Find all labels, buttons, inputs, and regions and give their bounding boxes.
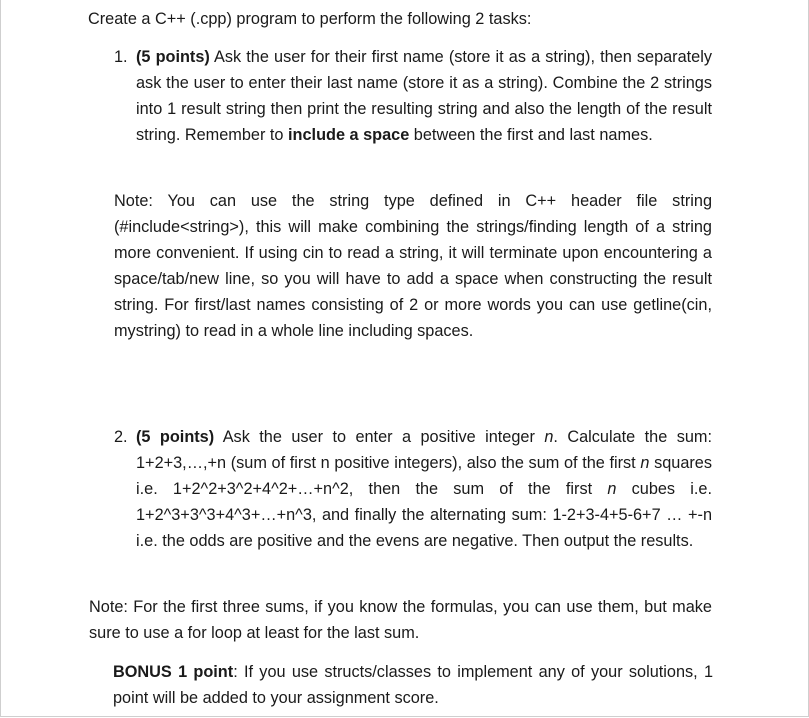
- task-1-text-a: Ask the user for their first name (store it as a string), then separately ask the user to enter their last name (store it as a string). Combine the 2 strings into 1 result string then print the resulting string and also the length of the result string. Remember to: [136, 48, 712, 144]
- intro-text: Create a C++ (.cpp) program to perform the following 2 tasks:: [88, 10, 532, 28]
- task-2-number: 2.: [114, 428, 128, 446]
- task-1-number: 1.: [114, 48, 128, 66]
- task-2-text-c: squares i.e. 1+2^2+3^2+4^2+…+n^2, then the sum of the first: [136, 454, 712, 498]
- bonus-text: : If you use structs/classes to implement any of your solutions, 1 point will be added to your assignment score.: [113, 663, 714, 707]
- task-1-points: (5 points): [136, 48, 210, 66]
- bonus-label: BONUS 1 point: [113, 663, 234, 681]
- task-2-var-n: n: [607, 480, 617, 498]
- bonus-paragraph: [113, 659, 713, 711]
- task-1-text-b: between the first and last names.: [409, 126, 653, 144]
- note-2: Note: For the first three sums, if you know the formulas, you can use them, but make sure to use a for loop at least for the last sum.: [89, 598, 712, 642]
- task-2-text-d: cubes i.e. 1+2^3+3^3+4^3+…+n^3, and finally the alternating sum: 1-2+3-4+5-6+7 … +-n i.e. the odds are positive and the evens are negative. Then output the results.: [136, 480, 712, 550]
- task-1-description: [136, 44, 712, 148]
- task-2-text-a: Ask the user to enter a positive integer: [214, 428, 545, 446]
- task-1-emphasis: include a space: [288, 126, 410, 144]
- task-2-var-n: n: [544, 428, 554, 446]
- task-2-text-b: . Calculate the sum: 1+2+3,…,+n (sum of first n positive integers), also the sum of the first: [136, 428, 712, 472]
- task-2-points: (5 points): [136, 428, 215, 446]
- note-1: Note: You can use the string type defined in C++ header file string (#include<string>), this will make combining the strings/finding length of a string more convenient. If using cin to read a string, it will terminate upon encountering a space/tab/new line, so you will have to add a space when constructing the result string. For first/last names consisting of 2 or more words you can use getline(cin, mystring) to read in a whole line including spaces.: [114, 192, 712, 340]
- task-2-var-n: n: [640, 454, 650, 472]
- task-2-description: [136, 424, 712, 554]
